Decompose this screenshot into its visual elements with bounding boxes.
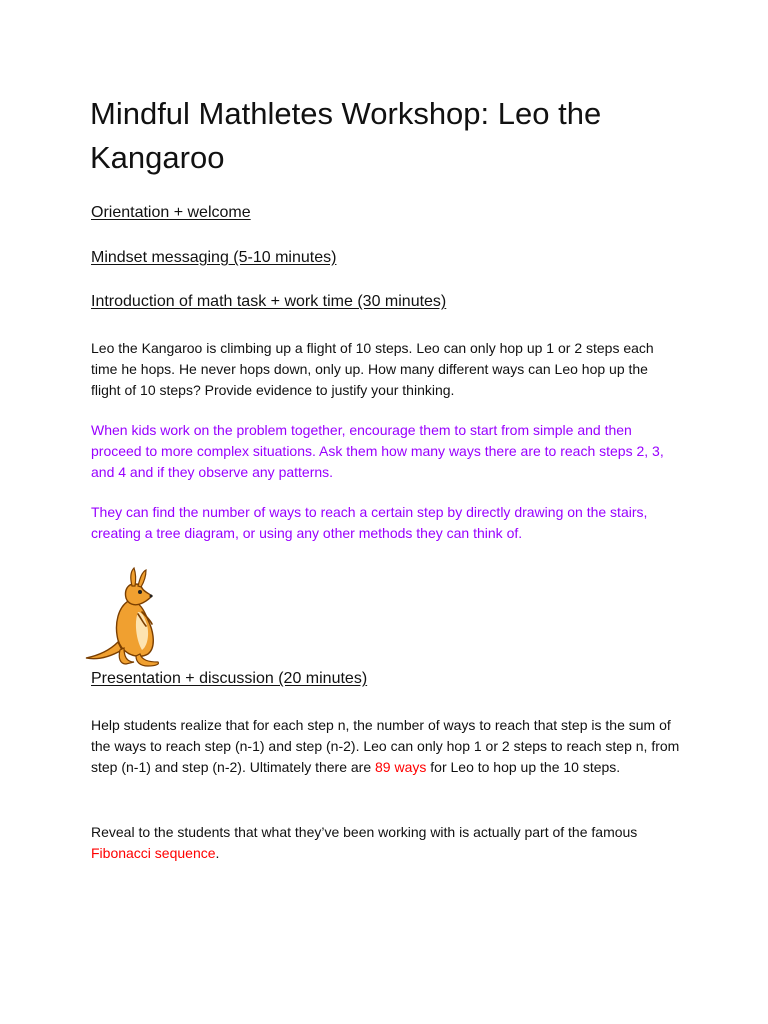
reveal-paragraph (91, 822, 681, 864)
reveal-text-before: Reveal to the students that what they’ve been working with is actually part of the famous (91, 824, 638, 840)
heading-introduction: Introduction of math task + work time (30 minutes) (91, 293, 447, 310)
fibonacci-highlight: Fibonacci sequence (91, 845, 216, 861)
answer-highlight: 89 ways (375, 759, 427, 775)
kangaroo-icon (78, 562, 182, 670)
problem-paragraph: Leo the Kangaroo is climbing up a flight of 10 steps. Leo can only hop up 1 or 2 steps each time he hops. He never hops down, only up. How many different ways can Leo hop up the flight of 10 steps? Provide evidence to justify your thinking. (91, 340, 654, 398)
teacher-note-1: When kids work on the problem together, encourage them to start from simple and then proceed to more complex situations. Ask them how many ways there are to reach steps 2, 3, and 4 and if they observe any patterns. (91, 422, 664, 480)
teacher-note-2: They can find the number of ways to reach a certain step by directly drawing on the stairs, creating a tree diagram, or using any other methods they can think of. (91, 504, 648, 541)
heading-mindset: Mindset messaging (5-10 minutes) (91, 249, 337, 266)
heading-orientation: Orientation + welcome (91, 204, 251, 221)
presentation-text-before: Help students realize that for each step n, the number of ways to reach that step is the sum of the ways to reach step (n-1) and step (n-2). Leo can only hop 1 or 2 steps to reach step n, from step (n-1) and step (n-2). Ultimately there are (91, 717, 680, 775)
document-title: Mindful Mathletes Workshop: Leo the Kangaroo (90, 96, 602, 175)
presentation-paragraph (91, 715, 681, 778)
heading-presentation: Presentation + discussion (20 minutes) (91, 670, 368, 687)
presentation-text-after: for Leo to hop up the 10 steps. (426, 759, 621, 775)
reveal-text-after: . (215, 845, 220, 861)
